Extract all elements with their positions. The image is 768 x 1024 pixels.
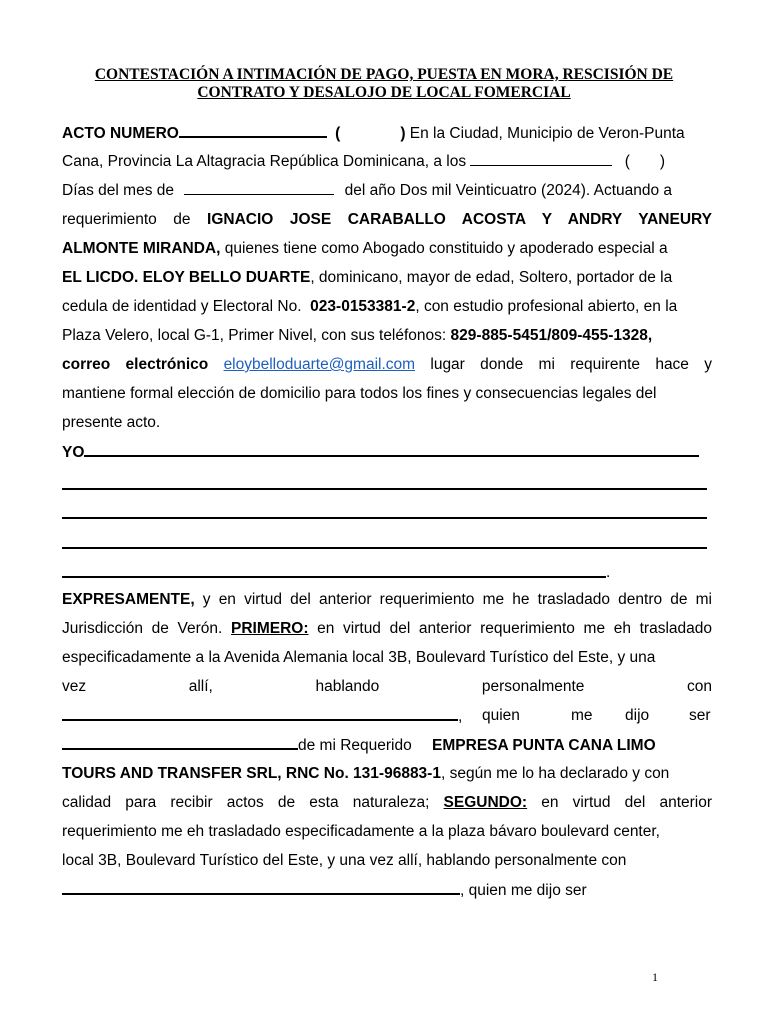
email-link[interactable]: eloybelloduarte@gmail.com <box>223 356 416 373</box>
title-line-2: CONTRATO Y DESALOJO DE LOCAL FOMERCIAL <box>197 84 571 101</box>
yo-line <box>62 441 712 463</box>
date-blank <box>470 151 612 166</box>
p1-line-8: Plaza Velero, local G-1, Primer Nivel, con sus teléfonos: 829-885-5451/809-455-1328, <box>62 327 653 344</box>
acto-label: ACTO NUMERO <box>62 125 179 142</box>
p1-line-4: requerimiento de IGNACIO JOSE CARABALLO ACOSTA Y ANDRY YANEURY <box>62 211 712 228</box>
acto-number-blank <box>179 122 327 138</box>
role-blank-1 <box>62 734 298 750</box>
yo-blank <box>84 441 699 457</box>
p1-line-7: cedula de identidad y Electoral No. 023-0153381-2, con estudio profesional abierto, en la <box>62 298 678 315</box>
p2-line-8: calidad para recibir actos de esta naturaleza; SEGUNDO: en virtud del anterior <box>62 794 713 811</box>
p2-line-10: local 3B, Boulevard Turístico del Este, y una vez allí, hablando personalmente con <box>62 852 627 869</box>
month-blank <box>184 180 334 195</box>
p1-line-5: ALMONTE MIRANDA, quienes tiene como Abogado constituido y apoderado especial a <box>62 240 668 257</box>
p2-line-1: EXPRESAMENTE, y en virtud del anterior requerimiento me he trasladado dentro de mi <box>62 591 712 608</box>
p2-line-2: Jurisdicción de Verón. PRIMERO: en virtud del anterior requerimiento me eh trasladado <box>62 620 712 637</box>
document-title <box>62 66 706 102</box>
p1-line-11: presente acto. <box>62 414 161 431</box>
fill-line-1 <box>62 488 707 490</box>
fill-line-2 <box>62 517 707 519</box>
p2-line-7: TOURS AND TRANSFER SRL, RNC No. 131-96883-1, según me lo ha declarado y con <box>62 765 670 782</box>
page-number: 1 <box>652 970 658 984</box>
p1-line-1: ACTO NUMERO ( ) En la Ciudad, Municipio de Veron-Punta <box>62 122 712 144</box>
title-line-1: CONTESTACIÓN A INTIMACIÓN DE PAGO, PUESTA EN MORA, RESCISIÓN DE <box>94 66 674 83</box>
p2-line-4: vez allí, hablando personalmente con <box>62 678 713 695</box>
p1-line-3: Días del mes de del año Dos mil Veinticuatro (2024). Actuando a <box>62 182 673 199</box>
p2-line-6: de mi Requerido EMPRESA PUNTA CANA LIMO <box>62 734 712 756</box>
fill-line-3 <box>62 547 707 549</box>
yo-end-period: . <box>606 564 611 581</box>
p1-line-2: Cana, Provincia La Altagracia República Dominicana, a los ( ) <box>62 153 666 170</box>
p2-line-9: requerimiento me eh trasladado especificadamente a la plaza bávaro boulevard center, <box>62 823 660 840</box>
p1-line-10: mantiene formal elección de domicilio para todos los fines y consecuencias legales del <box>62 385 657 402</box>
fill-line-4 <box>62 576 606 578</box>
p2-line-11: , quien me dijo ser <box>62 879 712 901</box>
p2-line-5: , quien me dijo ser <box>62 705 712 727</box>
p1-line-9: correo electrónico eloybelloduarte@gmail.com lugar donde mi requirente hace y <box>62 356 712 373</box>
person-blank-1 <box>62 705 458 721</box>
person-blank-2 <box>62 879 460 895</box>
yo-label: YO <box>62 444 85 461</box>
p2-line-3: especificadamente a la Avenida Alemania local 3B, Boulevard Turístico del Este, y una <box>62 649 656 666</box>
p1-line-6: EL LICDO. ELOY BELLO DUARTE, dominicano, mayor de edad, Soltero, portador de la <box>62 269 673 286</box>
